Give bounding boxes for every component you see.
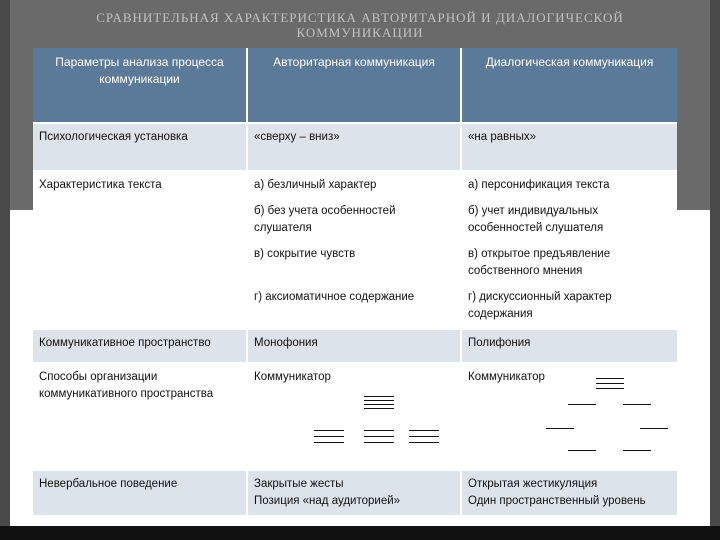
row-auth: Монофония bbox=[247, 329, 461, 363]
list-item: в) открытое предъявление собственного мнения bbox=[468, 248, 611, 277]
row-param: Невербальное поведение bbox=[33, 470, 247, 515]
list-item: а) персонификация текста bbox=[468, 179, 610, 191]
row-auth bbox=[247, 470, 461, 515]
right-border bbox=[710, 0, 720, 540]
row-param: Способы организации коммуникативного пространства bbox=[33, 363, 247, 470]
header-authoritarian: Авторитарная коммуникация bbox=[247, 48, 461, 123]
polyphony-scheme bbox=[468, 386, 671, 464]
left-border bbox=[0, 0, 10, 540]
row-dial bbox=[461, 171, 677, 329]
monophony-scheme bbox=[254, 386, 454, 464]
communicator-label: Коммуникатор bbox=[254, 371, 331, 383]
row-dial bbox=[461, 363, 677, 470]
comparison-table bbox=[33, 48, 677, 515]
list-item: г) аксиоматичное содержание bbox=[254, 291, 415, 303]
list-item: в) сокрытие чувств bbox=[254, 248, 356, 260]
list-item: б) без учета особенностей слушателя bbox=[254, 205, 396, 234]
row-param: Характеристика текста bbox=[33, 171, 247, 329]
header-row bbox=[33, 48, 677, 123]
list-item: а) безличный характер bbox=[254, 179, 377, 191]
slide-title: СРАВНИТЕЛЬНАЯ ХАРАКТЕРИСТИКА АВТОРИТАРНОЙ И ДИАЛОГИЧЕСКОЙ КОММУНИКАЦИИ bbox=[96, 10, 624, 40]
row-auth: «сверху – вниз» bbox=[247, 123, 461, 171]
row-param: Коммуникативное пространство bbox=[33, 329, 247, 363]
cell-line: Открытая жестикуляция bbox=[468, 478, 598, 490]
header-dialogic: Диалогическая коммуникация bbox=[461, 48, 677, 123]
bottom-bar bbox=[0, 526, 720, 540]
table-row bbox=[33, 363, 677, 470]
table-row bbox=[33, 171, 677, 329]
row-param: Психологическая установка bbox=[33, 123, 247, 171]
row-dial: «на равных» bbox=[461, 123, 677, 171]
row-dial bbox=[461, 470, 677, 515]
table-row bbox=[33, 123, 677, 171]
row-auth bbox=[247, 171, 461, 329]
list-item: б) учет индивидуальных особенностей слушателя bbox=[468, 205, 604, 234]
table-row bbox=[33, 329, 677, 363]
cell-line: Позиция «над аудиторией» bbox=[254, 495, 401, 507]
cell-line: Закрытые жесты bbox=[254, 478, 344, 490]
header-params: Параметры анализа процесса коммуникации bbox=[33, 48, 247, 123]
row-auth bbox=[247, 363, 461, 470]
cell-line: Один пространственный уровень bbox=[468, 495, 646, 507]
communicator-label: Коммуникатор bbox=[468, 371, 545, 383]
table-row bbox=[33, 470, 677, 515]
row-dial: Полифония bbox=[461, 329, 677, 363]
list-item: г) дискуссионный характер содержания bbox=[468, 291, 612, 320]
